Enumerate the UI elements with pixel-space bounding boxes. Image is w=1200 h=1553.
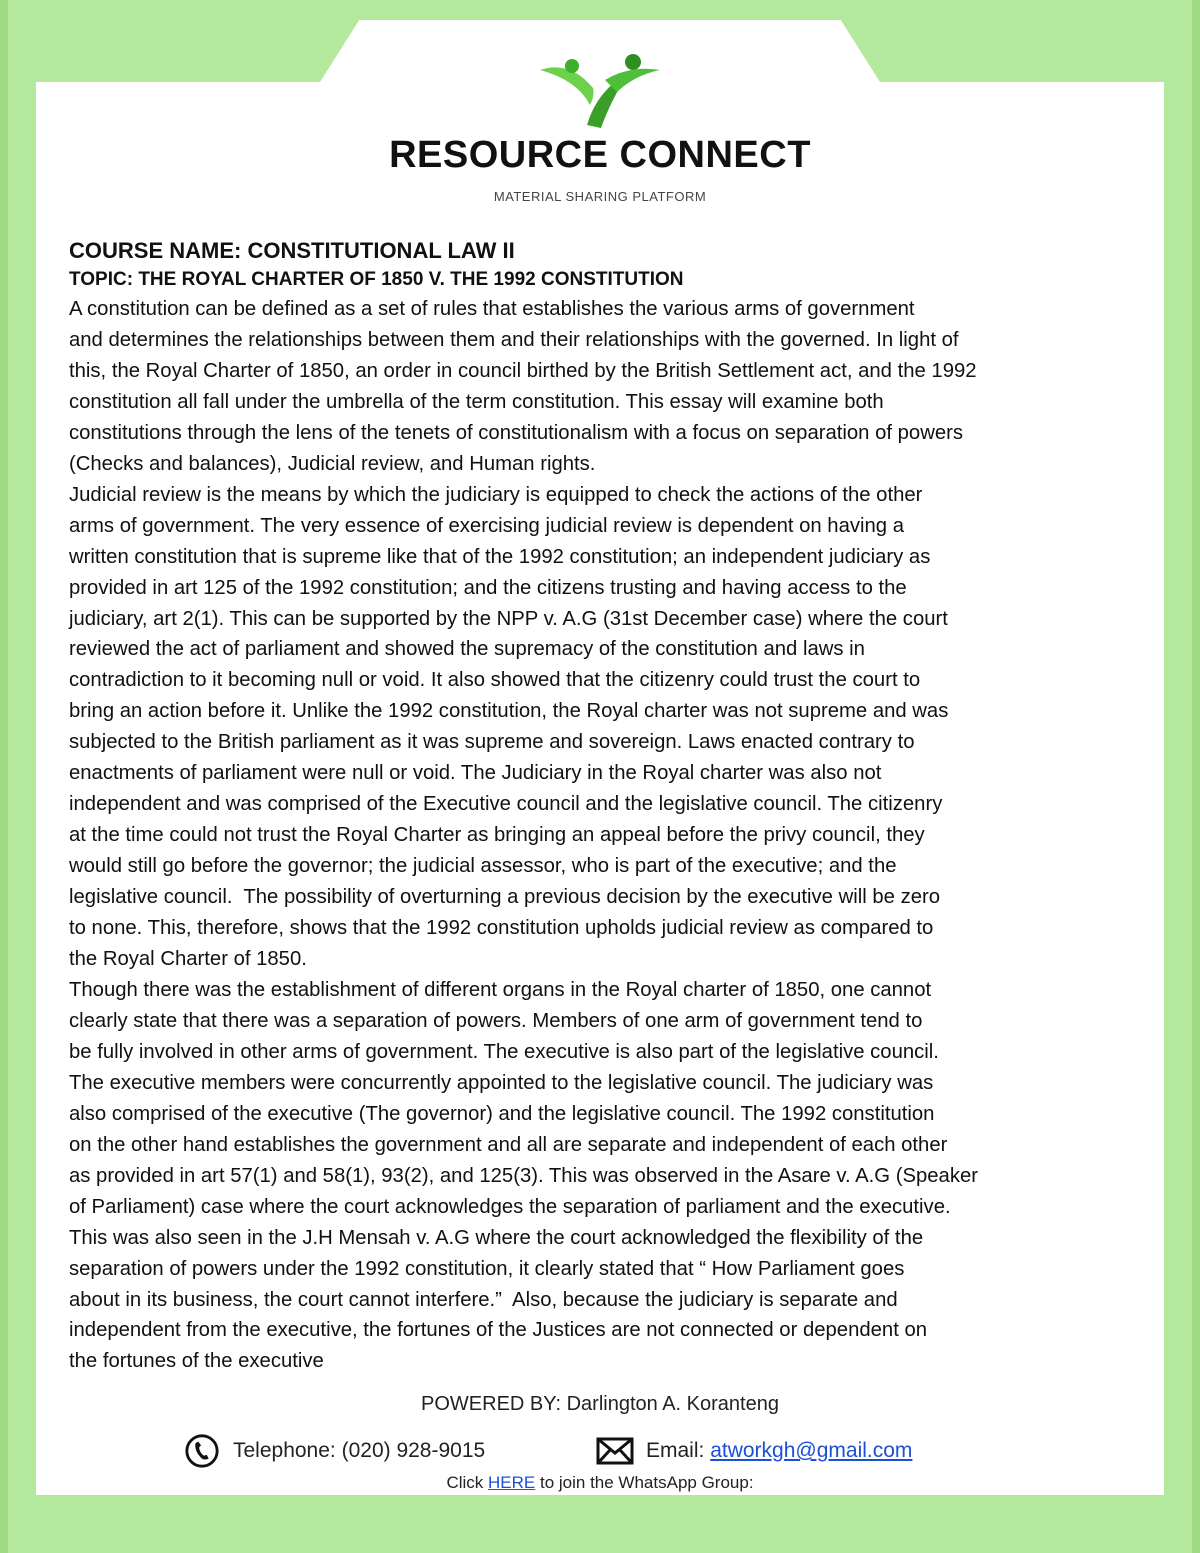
powered-by: POWERED BY: Darlington A. Koranteng (421, 1393, 779, 1415)
brand-name: RESOURCE CONNECT (389, 134, 811, 176)
mail-icon (596, 1433, 634, 1469)
people-logo-icon (535, 50, 665, 130)
document-body (69, 236, 1144, 1377)
telephone-label: Telephone: (020) 928-9015 (233, 1439, 486, 1462)
telephone-contact (183, 1433, 485, 1469)
brand-tagline: MATERIAL SHARING PLATFORM (493, 189, 707, 204)
paragraph-intro: A constitution can be defined as a set of rules that establishes the various arms of government and determines the relationships between them and their relationships with the governed. In light of this, the Royal Charter of 1850, an order in council birthed by the British Settlement act, and the 1992 constitution all fall under the umbrella of the term constitution. This essay will examine both constitutions through the lens of the tenets of constitutionalism with a focus on separation of powers (Checks and balances), Judicial review, and Human rights. (69, 298, 977, 475)
paragraph-judicial-review: Judicial review is the means by which the judiciary is equipped to check the actions of the other arms of government. The very essence of exercising judicial review is dependent on having a written constitution that is supreme like that of the 1992 constitution; an independent judiciary as provided in art 125 of the 1992 constitution; and the citizens trusting and having access to the judiciary, art 2(1). This can be supported by the NPP v. A.G (31st December case) where the court reviewed the act of parliament and showed the supremacy of the constitution and laws in contradiction to it becoming null or void. It also showed that the citizenry could trust the court to bring an action before it. Unlike the 1992 constitution, the Royal charter was not supreme and was subjected to the British parliament as it was supreme and sovereign. Laws enacted contrary to enactments of parliament were null or void. The Judiciary in the Royal charter was also not independent and was comprised of the Executive council and the legislative council. The citizenry at the time could not trust the Royal Charter as bringing an appeal before the privy council, they would still go before the governor; the judicial assessor, who is part of the executive; and the legislative council. The possibility of overturning a previous decision by the executive will be zero to none. This, therefore, shows that the 1992 constitution upholds judicial review as compared to the Royal Charter of 1850. (69, 483, 949, 971)
email-label: Email: (646, 1439, 705, 1462)
whatsapp-line (0, 1473, 1200, 1493)
course-name: COURSE NAME: CONSTITUTIONAL LAW II (69, 238, 515, 263)
right-stripe (1192, 0, 1200, 1553)
click-prefix: Click (446, 1473, 484, 1492)
click-suffix: to join the WhatsApp Group: (539, 1473, 754, 1492)
email-contact (596, 1433, 912, 1469)
paragraph-separation-of-powers: Though there was the establishment of different organs in the Royal charter of 1850, one cannot clearly state that there was a separation of powers. Members of one arm of government tend to be fully involved in other arms of government. The executive is also part of the legislative council. The executive members were concurrently appointed to the legislative council. The judiciary was also comprised of the executive (The governor) and the legislative council. The 1992 constitution on the other hand establishes the government and all are separate and independent of each other as provided in art 57(1) and 58(1), 93(2), and 125(3). This was observed in the Asare v. A.G (Speaker of Parliament) case where the court acknowledges the separation of parliament and the executive. This was also seen in the J.H Mensah v. A.G where the court acknowledged the flexibility of the separation of powers under the 1992 constitution, it clearly stated that “ How Parliament goes about in its business, the court cannot interfere.” Also, because the judiciary is separate and independent from the executive, the fortunes of the Justices are not connected or dependent on the fortunes of the executive (69, 978, 979, 1373)
phone-icon (183, 1433, 221, 1469)
whatsapp-here-link[interactable]: HERE (488, 1473, 536, 1492)
topic-title: TOPIC: THE ROYAL CHARTER OF 1850 V. THE 1992 CONSTITUTION (69, 269, 684, 290)
email-link[interactable]: atworkgh@gmail.com (710, 1439, 913, 1462)
bottom-band (0, 1495, 1200, 1553)
left-stripe (0, 0, 8, 1553)
